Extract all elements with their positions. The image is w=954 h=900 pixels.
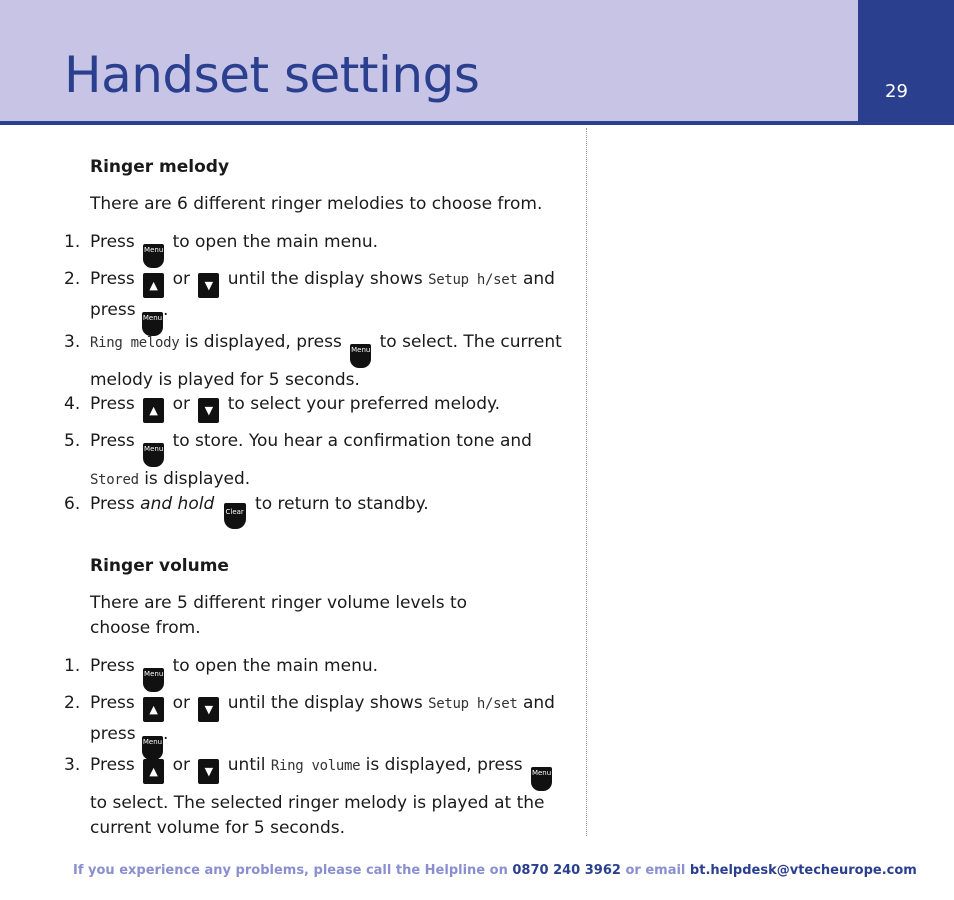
step-number: 5. [64,431,81,451]
step-text: or [172,755,190,775]
step-text: is displayed, press [365,755,523,775]
step-number: 1. [64,232,81,252]
clear-key-icon: Clear [224,503,246,529]
display-text: Stored [90,472,139,488]
step-text: press [90,724,136,744]
step-emphasis: and hold [140,494,215,514]
step-text: Press [90,394,135,414]
up-key-icon: ▲ [143,759,164,784]
menu-key-icon: Menu [142,736,163,760]
step-text: until the display shows [227,693,423,713]
ringer-melody-intro: There are 6 different ringer melodies to choose from. [90,194,543,214]
step-text: to select. The current melody is played for 5 seconds. [90,332,562,390]
page-number-tab [858,0,954,125]
ringer-melody-step-3 [64,330,569,393]
step-text: Press [90,656,135,676]
menu-key-icon: Menu [143,244,164,268]
step-text: is displayed, press [184,332,342,352]
down-key-icon: ▼ [198,398,219,423]
step-text: Press [90,269,135,289]
ringer-melody-step-2 [64,267,569,336]
step-text: or [172,269,190,289]
step-number: 2. [64,269,81,289]
up-key-icon: ▲ [143,398,164,423]
menu-key-icon: Menu [142,312,163,336]
down-key-icon: ▼ [198,759,219,784]
footer-text: or email [625,863,686,878]
helpline-footer [73,863,917,878]
helpline-phone: 0870 240 3962 [512,863,621,878]
intro-line: There are 5 different ringer volume levels to [90,593,468,613]
step-number: 2. [64,693,81,713]
helpline-email: bt.helpdesk@vtecheurope.com [689,863,917,878]
step-text: and [522,269,555,289]
step-number: 3. [64,332,81,352]
menu-key-icon: Menu [143,668,164,692]
step-text: Press [90,755,135,775]
menu-key-icon: Menu [350,344,371,368]
column-divider [586,128,587,836]
step-text: until the display shows [227,269,423,289]
ringer-volume-intro [90,591,560,641]
step-text: to open the main menu. [172,656,379,676]
step-text: . [163,300,169,320]
up-key-icon: ▲ [143,273,164,298]
step-text: until [227,755,266,775]
ringer-volume-step-3 [64,753,569,841]
step-text: . [163,724,169,744]
ringer-melody-step-4 [64,392,569,423]
display-text: Ring melody [90,335,180,351]
step-text: to return to standby. [255,494,429,514]
step-text: to select your preferred melody. [227,394,501,414]
ringer-melody-step-6 [64,492,569,529]
step-text: Press [90,232,135,252]
step-text: Press [90,431,135,451]
ringer-melody-step-1 [64,230,569,268]
step-text: to store. You hear a confirmation tone and [172,431,532,451]
step-text: or [172,394,190,414]
display-text: Setup h/set [428,272,518,288]
step-text: or [172,693,190,713]
page-number: 29 [885,81,908,102]
step-number: 6. [64,494,81,514]
step-text: press [90,300,136,320]
step-text: to open the main menu. [172,232,379,252]
down-key-icon: ▼ [198,273,219,298]
step-text: to select. The selected ringer melody is played at the current volume for 5 seconds. [90,793,545,838]
down-key-icon: ▼ [198,697,219,722]
ringer-volume-step-1 [64,654,569,692]
intro-line: choose from. [90,618,201,638]
footer-text: If you experience any problems, please call the Helpline on [73,863,508,878]
header-rule [0,121,954,125]
ringer-volume-step-2 [64,691,569,760]
step-text: Press [90,693,135,713]
page-title: Handset settings [64,46,480,104]
step-number: 1. [64,656,81,676]
up-key-icon: ▲ [143,697,164,722]
display-text: Ring volume [270,758,361,774]
section-heading-ringer-volume: Ringer volume [90,556,229,576]
ringer-melody-step-5 [64,429,569,493]
step-text: and [522,693,555,713]
display-text: Setup h/set [428,696,518,712]
menu-key-icon: Menu [531,767,552,791]
menu-key-icon: Menu [143,443,164,467]
step-text: is displayed. [144,469,251,489]
step-number: 3. [64,755,81,775]
step-text: Press [90,494,135,514]
section-heading-ringer-melody: Ringer melody [90,157,230,177]
step-number: 4. [64,394,81,414]
